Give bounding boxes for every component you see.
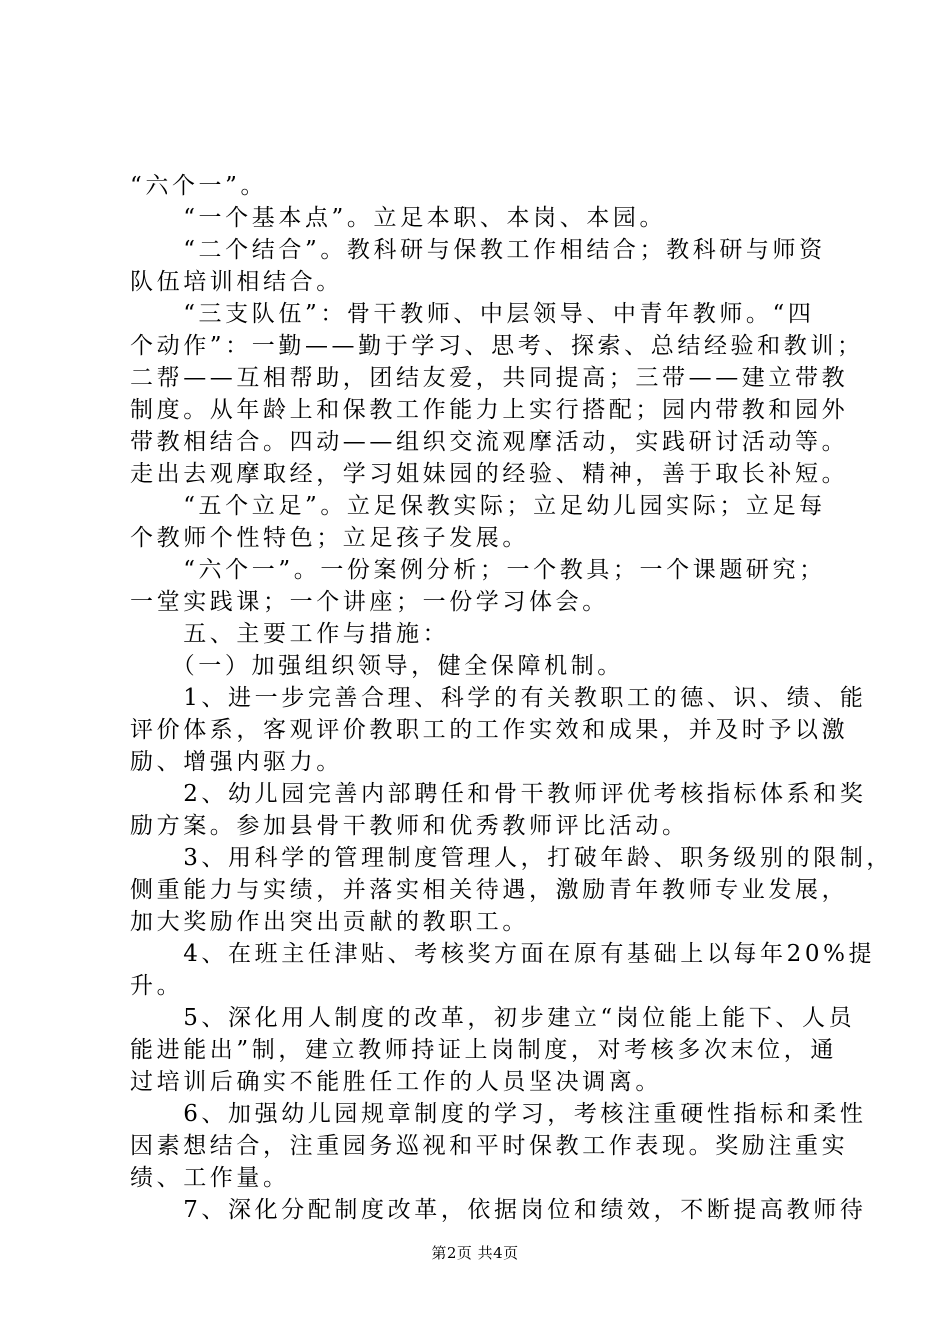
body-text-line: 个教师个性特色；立足孩子发展。 bbox=[130, 525, 529, 551]
body-text-line: “六个一”。 bbox=[130, 173, 268, 199]
body-text-line: 7、深化分配制度改革，依据岗位和绩效，不断提高教师待 bbox=[130, 1197, 867, 1223]
body-text-line: 升。 bbox=[130, 973, 184, 999]
body-text-line: 5、深化用人制度的改革，初步建立“岗位能上能下、人员 bbox=[130, 1005, 856, 1031]
body-text-line: 带教相结合。四动——组织交流观摩活动，实践研讨活动等。 bbox=[130, 429, 849, 455]
body-text-line: 走出去观摩取经，学习姐妹园的经验、精神，善于取长补短。 bbox=[130, 461, 849, 487]
body-text-line: 个动作”：一勤——勤于学习、思考、探索、总结经验和教训； bbox=[130, 333, 864, 359]
body-text-line: 因素想结合，注重园务巡视和平时保教工作表现。奖励注重实 bbox=[130, 1133, 849, 1159]
body-text-line: 3、用科学的管理制度管理人，打破年龄、职务级别的限制， bbox=[130, 845, 894, 871]
body-text-line: 队伍培训相结合。 bbox=[130, 269, 343, 295]
body-text-line: 绩、工作量。 bbox=[130, 1165, 290, 1191]
body-text-line: 励方案。参加县骨干教师和优秀教师评比活动。 bbox=[130, 813, 689, 839]
body-text-line: 二帮——互相帮助，团结友爱，共同提高；三带——建立带教 bbox=[130, 365, 849, 391]
body-text-line: 侧重能力与实绩，并落实相关待遇，激励青年教师专业发展， bbox=[130, 877, 849, 903]
body-text-line: 1、进一步完善合理、科学的有关教职工的德、识、绩、能 bbox=[130, 685, 867, 711]
body-text-line: “一个基本点”。立足本职、本岗、本园。 bbox=[130, 205, 667, 231]
section-heading: 五、主要工作与措施： bbox=[130, 621, 450, 647]
subsection-heading: （一）加强组织领导，健全保障机制。 bbox=[130, 653, 624, 679]
body-text-line: “六个一”。一份案例分析；一个教具；一个课题研究； bbox=[130, 557, 826, 583]
body-text-line: 加大奖励作出突出贡献的教职工。 bbox=[130, 909, 529, 935]
body-text-line: “二个结合”。教科研与保教工作相结合；教科研与师资 bbox=[130, 237, 826, 263]
page-number-footer: 第2页 共4页 bbox=[431, 1244, 519, 1262]
body-text-line: 评价体系，客观评价教职工的工作实效和成果，并及时予以激 bbox=[130, 717, 849, 743]
body-text-line: 2、幼儿园完善内部聘任和骨干教师评优考核指标体系和奖 bbox=[130, 781, 867, 807]
body-text-line: 励、增强内驱力。 bbox=[130, 749, 343, 775]
body-text-line: “三支队伍”：骨干教师、中层领导、中青年教师。“四 bbox=[130, 301, 815, 327]
body-text-line: 4、在班主任津贴、考核奖方面在原有基础上以每年20%提 bbox=[130, 941, 876, 967]
body-text-line: 6、加强幼儿园规章制度的学习，考核注重硬性指标和柔性 bbox=[130, 1101, 867, 1127]
body-text-line: “五个立足”。立足保教实际；立足幼儿园实际；立足每 bbox=[130, 493, 826, 519]
body-text-line: 过培训后确实不能胜任工作的人员坚决调离。 bbox=[130, 1069, 662, 1095]
body-text-line: 一堂实践课；一个讲座；一份学习体会。 bbox=[130, 589, 609, 615]
body-text-line: 能进能出”制，建立教师持证上岗制度，对考核多次末位，通 bbox=[130, 1037, 837, 1063]
body-text-line: 制度。从年龄上和保教工作能力上实行搭配；园内带教和园外 bbox=[130, 397, 849, 423]
